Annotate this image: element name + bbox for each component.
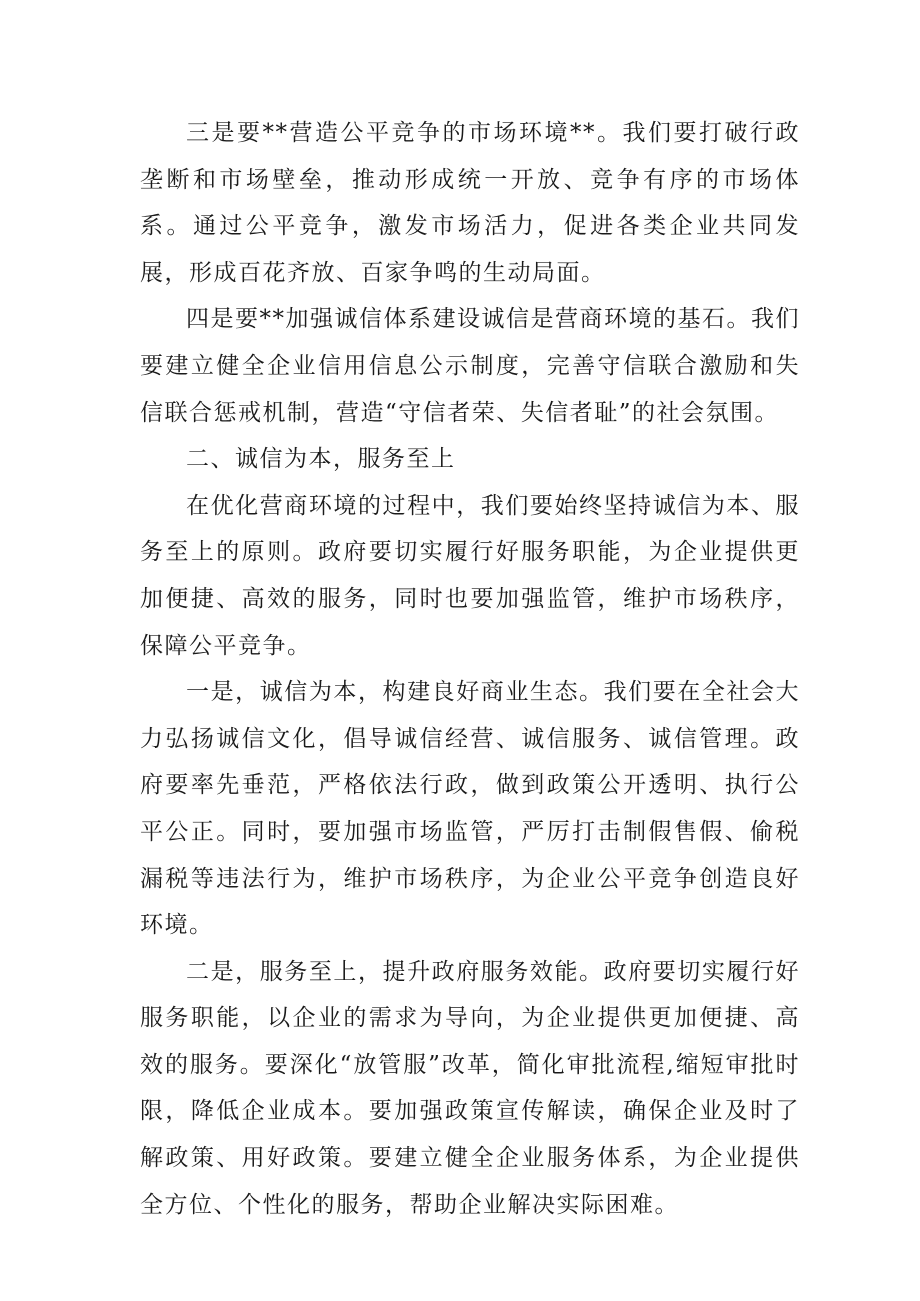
paragraph-fair-competition: 三是要**营造公平竞争的市场环境**。我们要打破行政垄断和市场壁垒，推动形成统一开放、竞争有序的市场体系。通过公平竞争，激发市场活力，促进各类企业共同发展，形成百花齐放、百家争鸣的生动局面。 [140, 120, 800, 286]
paragraph-integrity-principle: 在优化营商环境的过程中，我们要始终坚持诚信为本、服务至上的原则。政府要切实履行好服务职能，为企业提供更加便捷、高效的服务，同时也要加强监管，维护市场秩序，保障公平竞争。 [140, 492, 800, 659]
section-heading-integrity-service: 二、诚信为本，服务至上 [186, 446, 456, 473]
paragraph-point-one-integrity: 一是，诚信为本，构建良好商业生态。我们要在全社会大力弘扬诚信文化，倡导诚信经营、诚信服务、诚信管理。政府要率先垂范，严格依法行政，做到政策公开透明、执行公平公正。同时，要加强市场监管，严厉打击制假售假、偷税漏税等违法行为，维护市场秩序，为企业公平竞争创造良好环境。 [140, 679, 800, 939]
paragraph-point-two-service: 二是，服务至上，提升政府服务效能。政府要切实履行好服务职能，以企业的需求为导向，为企业提供更加便捷、高效的服务。要深化“放管服”改革，简化审批流程,缩短审批时限，降低企业成本。要加强政策宣传解读，确保企业及时了解政策、用好政策。要建立健全企业服务体系，为企业提供全方位、个性化的服务，帮助企业解决实际困难。 [140, 958, 800, 1218]
document-body [140, 110, 800, 1228]
paragraph-credit-system: 四是要**加强诚信体系建设诚信是营商环境的基石。我们要建立健全企业信用信息公示制度，完善守信联合激励和失信联合惩戒机制，营造“守信者荣、失信者耻”的社会氛围。 [140, 306, 800, 426]
